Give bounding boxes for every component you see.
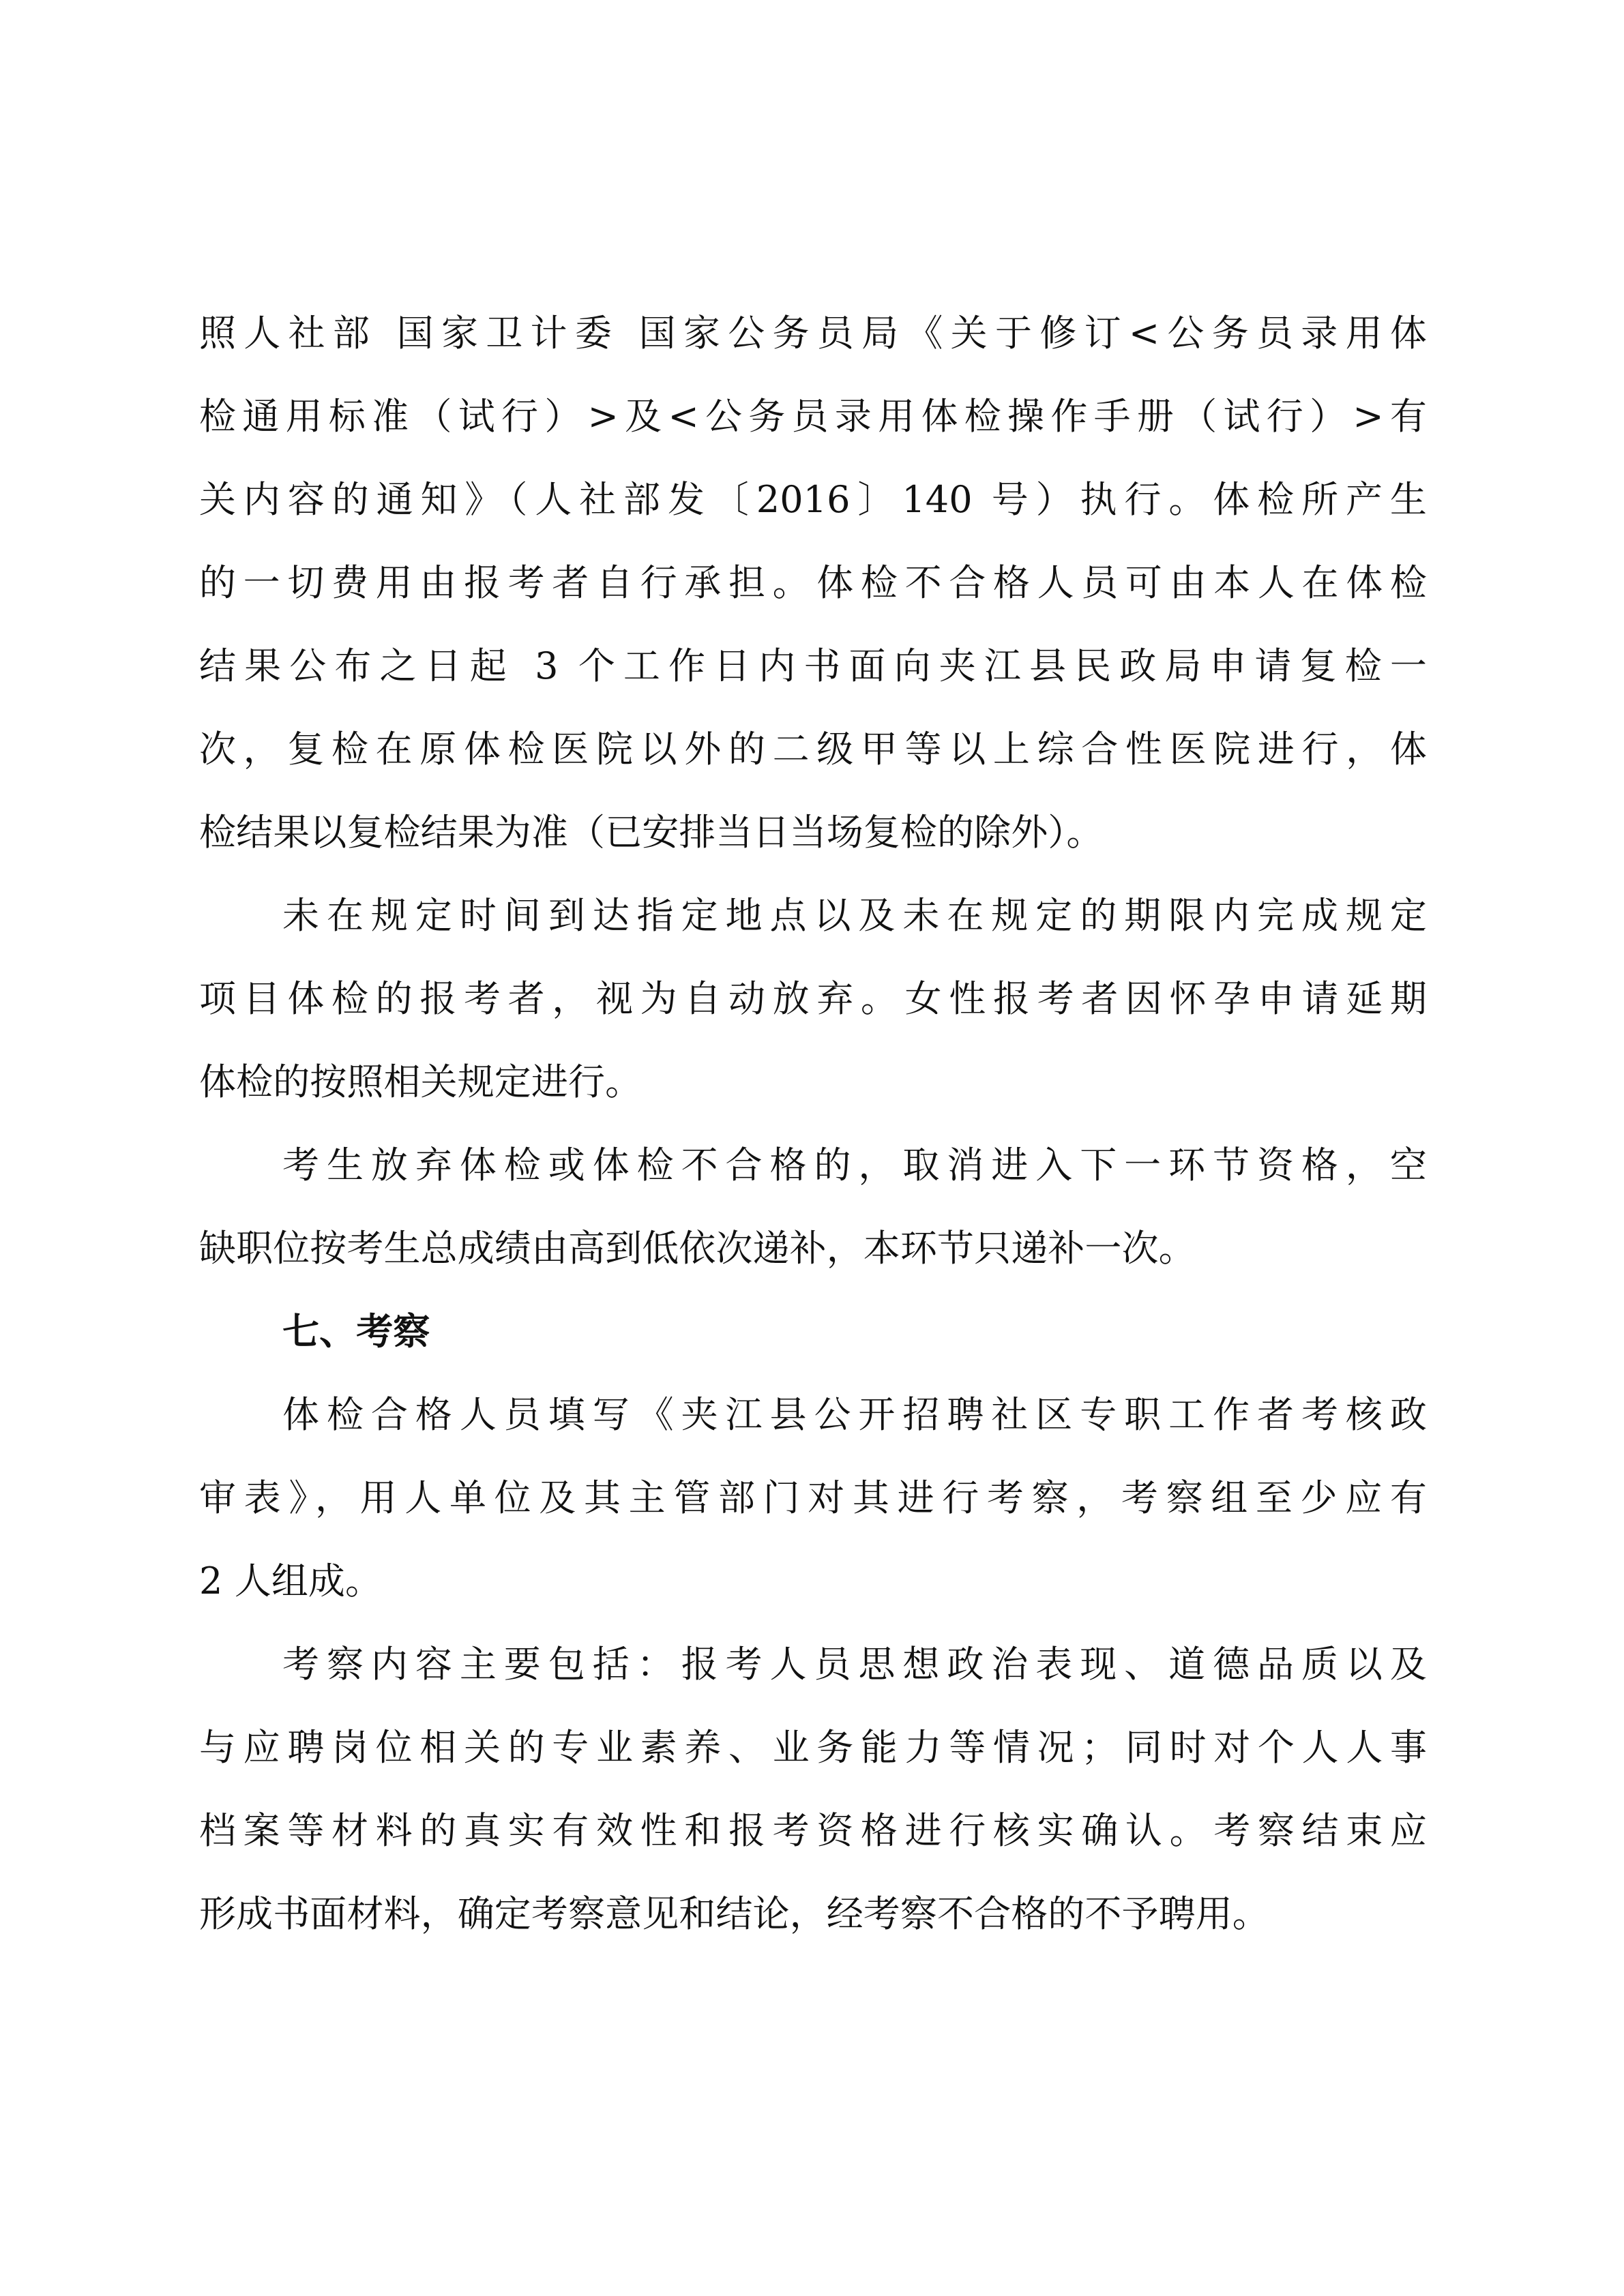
text-line: 考生放弃体检或体检不合格的，取消进入下一环节资格，空	[282, 1144, 1427, 1187]
text-line: 档案等材料的真实有效性和报考资格进行核实确认。考察结束应	[199, 1809, 1427, 1852]
text-line: 体检的按照相关规定进行。	[199, 1060, 643, 1103]
text-line: 未在规定时间到达指定地点以及未在规定的期限内完成规定	[282, 894, 1427, 937]
paragraph-absence-rules	[199, 874, 1427, 1124]
paragraph-inspection-form	[199, 1373, 1427, 1623]
text-line: 结果公布之日起 3 个工作日内书面向夹江县民政局申请复检一	[199, 644, 1427, 687]
text-line: 照人社部 国家卫计委 国家公务员局《关于修订<公务员录用体	[199, 312, 1427, 355]
section-heading-inspection: 七、考察	[282, 1310, 430, 1353]
text-line: 检结果以复检结果为准（已安排当日当场复检的除外）。	[199, 811, 1104, 854]
text-line: 考察内容主要包括：报考人员思想政治表现、道德品质以及	[282, 1643, 1427, 1686]
document-page	[199, 292, 1427, 1956]
paragraph-replacement-rules	[199, 1124, 1427, 1290]
text-line: 关内容的通知》（人社部发〔2016〕140 号）执行。体检所产生	[199, 478, 1427, 521]
text-line: 次，复检在原体检医院以外的二级甲等以上综合性医院进行，体	[199, 728, 1427, 771]
text-line: 缺职位按考生总成绩由高到低依次递补，本环节只递补一次。	[199, 1227, 1196, 1270]
paragraph-inspection-content	[199, 1623, 1427, 1956]
text-line: 2 人组成。	[199, 1560, 383, 1602]
text-line: 审表》，用人单位及其主管部门对其进行考察，考察组至少应有	[199, 1476, 1427, 1519]
text-line: 项目体检的报考者，视为自动放弃。女性报考者因怀孕申请延期	[199, 977, 1427, 1020]
text-line: 与应聘岗位相关的专业素养、业务能力等情况；同时对个人人事	[199, 1726, 1427, 1769]
text-line: 的一切费用由报考者自行承担。体检不合格人员可由本人在体检	[199, 561, 1427, 604]
paragraph-medical-exam-rules	[199, 292, 1427, 874]
text-line: 体检合格人员填写《夹江县公开招聘社区专职工作者考核政	[282, 1393, 1427, 1436]
text-line: 检通用标准（试行）>及<公务员录用体检操作手册（试行）>有	[199, 395, 1427, 438]
text-line: 形成书面材料，确定考察意见和结论，经考察不合格的不予聘用。	[199, 1892, 1269, 1935]
